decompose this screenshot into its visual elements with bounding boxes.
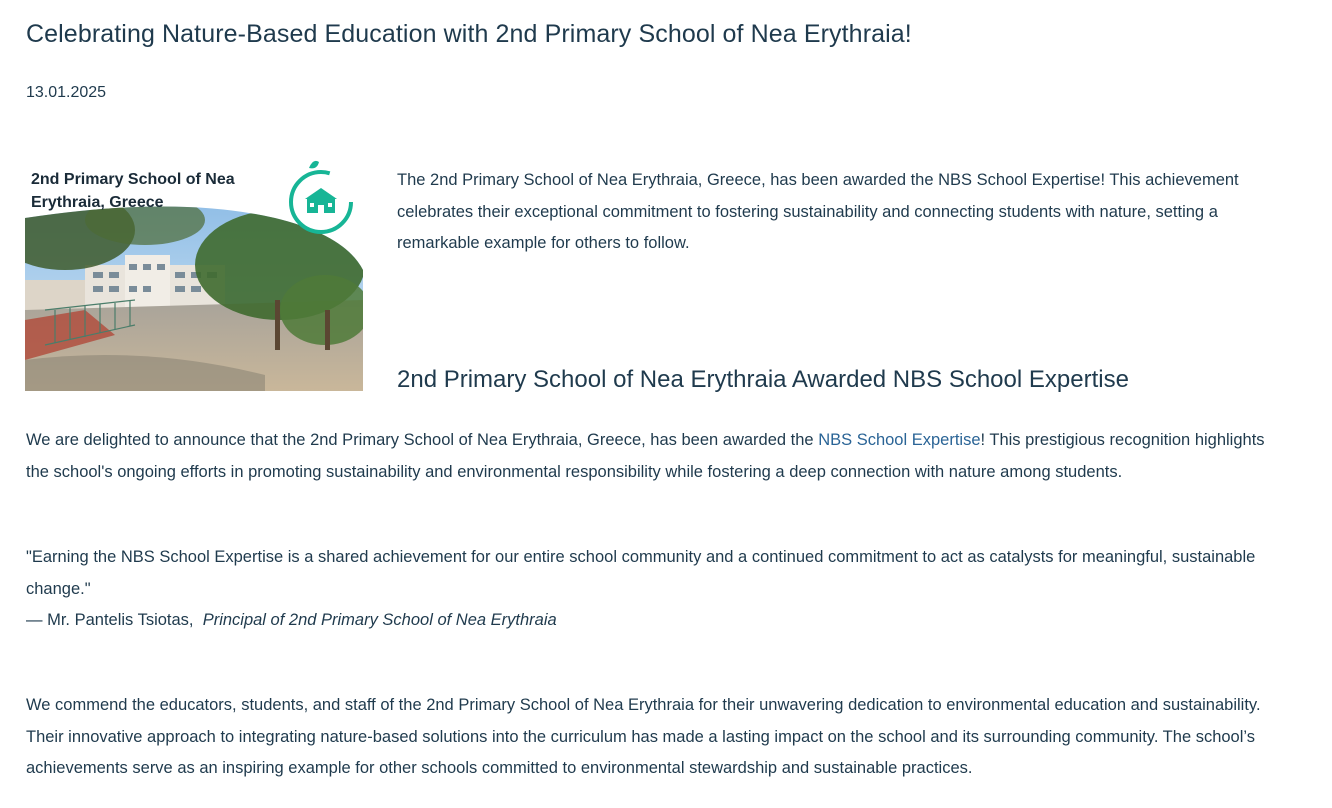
hero-image [25, 160, 363, 391]
section-heading: 2nd Primary School of Nea Erythraia Awarded NBS School Expertise [397, 366, 1129, 393]
nbs-badge-icon [291, 161, 351, 232]
intro-paragraph: The 2nd Primary School of Nea Erythraia, Greece, has been awarded the NBS School Expertise! This achievement celebrates their exceptional commitment to fostering sustainability and connecting students with nature, setting a remarkable example for others to follow. [397, 171, 1239, 252]
hero-caption: 2nd Primary School of Nea Erythraia, Greece [31, 171, 235, 211]
article-date: 13.01.2025 [26, 84, 107, 101]
announcement-text-end: ! This prestigious recognition highlights the school's ongoing efforts in promoting sustainability and environmental responsibility while fostering a deep connection with nature among students. [26, 431, 1265, 481]
quote-block [26, 542, 1286, 637]
nbs-school-expertise-link[interactable]: NBS School Expertise [818, 431, 981, 449]
announcement-text-start: We are delighted to announce that the 2nd Primary School of Nea Erythraia, Greece, has been awarded the [26, 431, 819, 449]
closing-paragraph: We commend the educators, students, and staff of the 2nd Primary School of Nea Erythraia for their unwavering dedication to environmental education and sustainability. Their innovative approach to integrating nature-based solutions into the curriculum has made a lasting impact on the school and its surrounding community. The school’s achievements serve as an inspiring example for other schools committed to environmental stewardship and sustainable practices. [26, 696, 1261, 777]
article-title: Celebrating Nature-Based Education with 2nd Primary School of Nea Erythraia! [26, 20, 912, 48]
quote-text: "Earning the NBS School Expertise is a shared achievement for our entire school community and a continued commitment to act as catalysts for meaningful, sustainable change." [26, 548, 1256, 598]
quote-author: — Mr. Pantelis Tsiotas, [26, 611, 194, 629]
quote-attribution [26, 605, 1286, 637]
quote-role: Principal of 2nd Primary School of Nea Erythraia [202, 611, 557, 629]
announcement-paragraph [26, 425, 1286, 488]
